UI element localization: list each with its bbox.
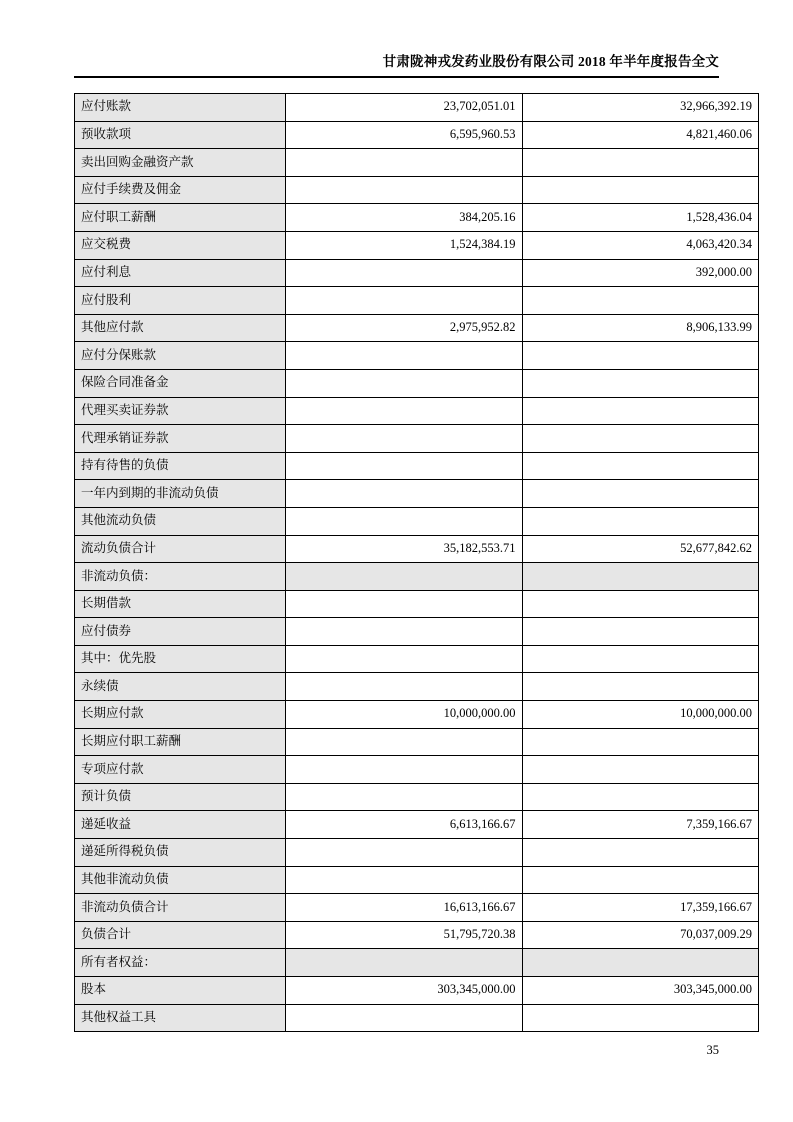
table-row <box>75 314 759 342</box>
table-row <box>75 342 759 370</box>
row-label: 预收款项 <box>75 121 286 149</box>
row-value-current <box>286 673 523 701</box>
table-row <box>75 728 759 756</box>
balance-sheet-table <box>74 93 759 1032</box>
row-label: 流动负债合计 <box>75 535 286 563</box>
row-label: 应交税费 <box>75 231 286 259</box>
row-value-current <box>286 259 523 287</box>
row-value-current: 1,524,384.19 <box>286 231 523 259</box>
row-value-previous <box>522 563 759 591</box>
table-row <box>75 231 759 259</box>
table-row <box>75 590 759 618</box>
row-value-current <box>286 618 523 646</box>
row-value-current: 10,000,000.00 <box>286 701 523 729</box>
row-value-previous <box>522 452 759 480</box>
row-value-current <box>286 287 523 315</box>
row-value-previous: 4,063,420.34 <box>522 231 759 259</box>
table-row <box>75 149 759 177</box>
row-value-previous <box>522 1004 759 1032</box>
table-row <box>75 811 759 839</box>
row-label: 应付利息 <box>75 259 286 287</box>
row-label: 保险合同准备金 <box>75 369 286 397</box>
row-label: 预计负债 <box>75 783 286 811</box>
table-row <box>75 894 759 922</box>
row-value-previous <box>522 618 759 646</box>
row-value-current <box>286 176 523 204</box>
row-value-current: 23,702,051.01 <box>286 94 523 122</box>
table-row <box>75 397 759 425</box>
row-value-previous: 52,677,842.62 <box>522 535 759 563</box>
table-row <box>75 94 759 122</box>
row-value-current: 384,205.16 <box>286 204 523 232</box>
row-value-previous <box>522 287 759 315</box>
row-value-current <box>286 756 523 784</box>
row-value-current <box>286 590 523 618</box>
row-value-current: 16,613,166.67 <box>286 894 523 922</box>
row-label: 应付职工薪酬 <box>75 204 286 232</box>
row-value-current <box>286 342 523 370</box>
table-row <box>75 673 759 701</box>
row-value-previous <box>522 866 759 894</box>
row-label: 其他权益工具 <box>75 1004 286 1032</box>
table-row <box>75 839 759 867</box>
row-value-previous: 4,821,460.06 <box>522 121 759 149</box>
page-number: 35 <box>706 1043 719 1057</box>
row-value-previous <box>522 507 759 535</box>
row-value-previous <box>522 728 759 756</box>
row-label: 代理承销证券款 <box>75 425 286 453</box>
page-header: 甘肃陇神戎发药业股份有限公司 2018 年半年度报告全文 <box>382 54 719 69</box>
row-value-previous <box>522 425 759 453</box>
row-value-current <box>286 645 523 673</box>
row-value-current <box>286 452 523 480</box>
row-value-previous: 10,000,000.00 <box>522 701 759 729</box>
row-label: 非流动负债合计 <box>75 894 286 922</box>
row-value-previous: 8,906,133.99 <box>522 314 759 342</box>
row-value-current <box>286 949 523 977</box>
header-divider <box>74 76 719 78</box>
row-value-previous <box>522 397 759 425</box>
table-row <box>75 756 759 784</box>
row-value-current: 303,345,000.00 <box>286 977 523 1005</box>
row-label: 长期应付职工薪酬 <box>75 728 286 756</box>
row-value-previous: 32,966,392.19 <box>522 94 759 122</box>
table-body <box>75 94 759 1032</box>
table-row <box>75 452 759 480</box>
row-value-previous <box>522 369 759 397</box>
table-row <box>75 949 759 977</box>
row-label: 其他流动负债 <box>75 507 286 535</box>
row-label: 持有待售的负债 <box>75 452 286 480</box>
row-value-current: 51,795,720.38 <box>286 921 523 949</box>
table-row <box>75 563 759 591</box>
table-row <box>75 1004 759 1032</box>
row-label: 递延所得税负债 <box>75 839 286 867</box>
row-value-previous <box>522 149 759 177</box>
row-value-current: 2,975,952.82 <box>286 314 523 342</box>
row-label: 卖出回购金融资产款 <box>75 149 286 177</box>
row-value-previous: 7,359,166.67 <box>522 811 759 839</box>
row-label: 其中：优先股 <box>75 645 286 673</box>
row-value-previous <box>522 480 759 508</box>
row-label: 专项应付款 <box>75 756 286 784</box>
row-value-previous: 1,528,436.04 <box>522 204 759 232</box>
row-label: 应付手续费及佣金 <box>75 176 286 204</box>
table-row <box>75 259 759 287</box>
table-row <box>75 287 759 315</box>
row-label: 应付债券 <box>75 618 286 646</box>
row-value-previous: 70,037,009.29 <box>522 921 759 949</box>
row-value-previous <box>522 673 759 701</box>
table-row <box>75 977 759 1005</box>
row-label: 其他非流动负债 <box>75 866 286 894</box>
table-row <box>75 866 759 894</box>
row-value-current: 35,182,553.71 <box>286 535 523 563</box>
row-label: 代理买卖证券款 <box>75 397 286 425</box>
table-row <box>75 369 759 397</box>
row-value-current <box>286 397 523 425</box>
row-label: 递延收益 <box>75 811 286 839</box>
row-label: 负债合计 <box>75 921 286 949</box>
table-row <box>75 618 759 646</box>
table-row <box>75 645 759 673</box>
table-row <box>75 176 759 204</box>
row-value-previous: 392,000.00 <box>522 259 759 287</box>
row-value-previous <box>522 839 759 867</box>
row-value-previous <box>522 645 759 673</box>
row-value-previous <box>522 756 759 784</box>
row-value-current <box>286 839 523 867</box>
table-row <box>75 701 759 729</box>
row-value-current <box>286 480 523 508</box>
row-label: 所有者权益： <box>75 949 286 977</box>
row-value-current <box>286 728 523 756</box>
row-value-previous <box>522 590 759 618</box>
row-label: 其他应付款 <box>75 314 286 342</box>
table-row <box>75 204 759 232</box>
row-label: 应付分保账款 <box>75 342 286 370</box>
row-label: 一年内到期的非流动负债 <box>75 480 286 508</box>
row-value-previous: 17,359,166.67 <box>522 894 759 922</box>
row-label: 长期借款 <box>75 590 286 618</box>
row-value-previous <box>522 783 759 811</box>
table-row <box>75 425 759 453</box>
row-label: 股本 <box>75 977 286 1005</box>
row-value-current <box>286 369 523 397</box>
row-label: 应付账款 <box>75 94 286 122</box>
table-row <box>75 480 759 508</box>
table-row <box>75 921 759 949</box>
row-label: 长期应付款 <box>75 701 286 729</box>
row-value-current <box>286 149 523 177</box>
row-label: 永续债 <box>75 673 286 701</box>
row-label: 应付股利 <box>75 287 286 315</box>
row-value-current <box>286 563 523 591</box>
row-value-current <box>286 783 523 811</box>
row-value-current <box>286 866 523 894</box>
row-value-current: 6,613,166.67 <box>286 811 523 839</box>
table-row <box>75 783 759 811</box>
row-value-current <box>286 507 523 535</box>
row-value-previous <box>522 176 759 204</box>
table-row <box>75 507 759 535</box>
row-value-current <box>286 425 523 453</box>
row-label: 非流动负债： <box>75 563 286 591</box>
row-value-previous <box>522 342 759 370</box>
row-value-previous: 303,345,000.00 <box>522 977 759 1005</box>
row-value-current <box>286 1004 523 1032</box>
table-row <box>75 535 759 563</box>
row-value-current: 6,595,960.53 <box>286 121 523 149</box>
table-row <box>75 121 759 149</box>
row-value-previous <box>522 949 759 977</box>
